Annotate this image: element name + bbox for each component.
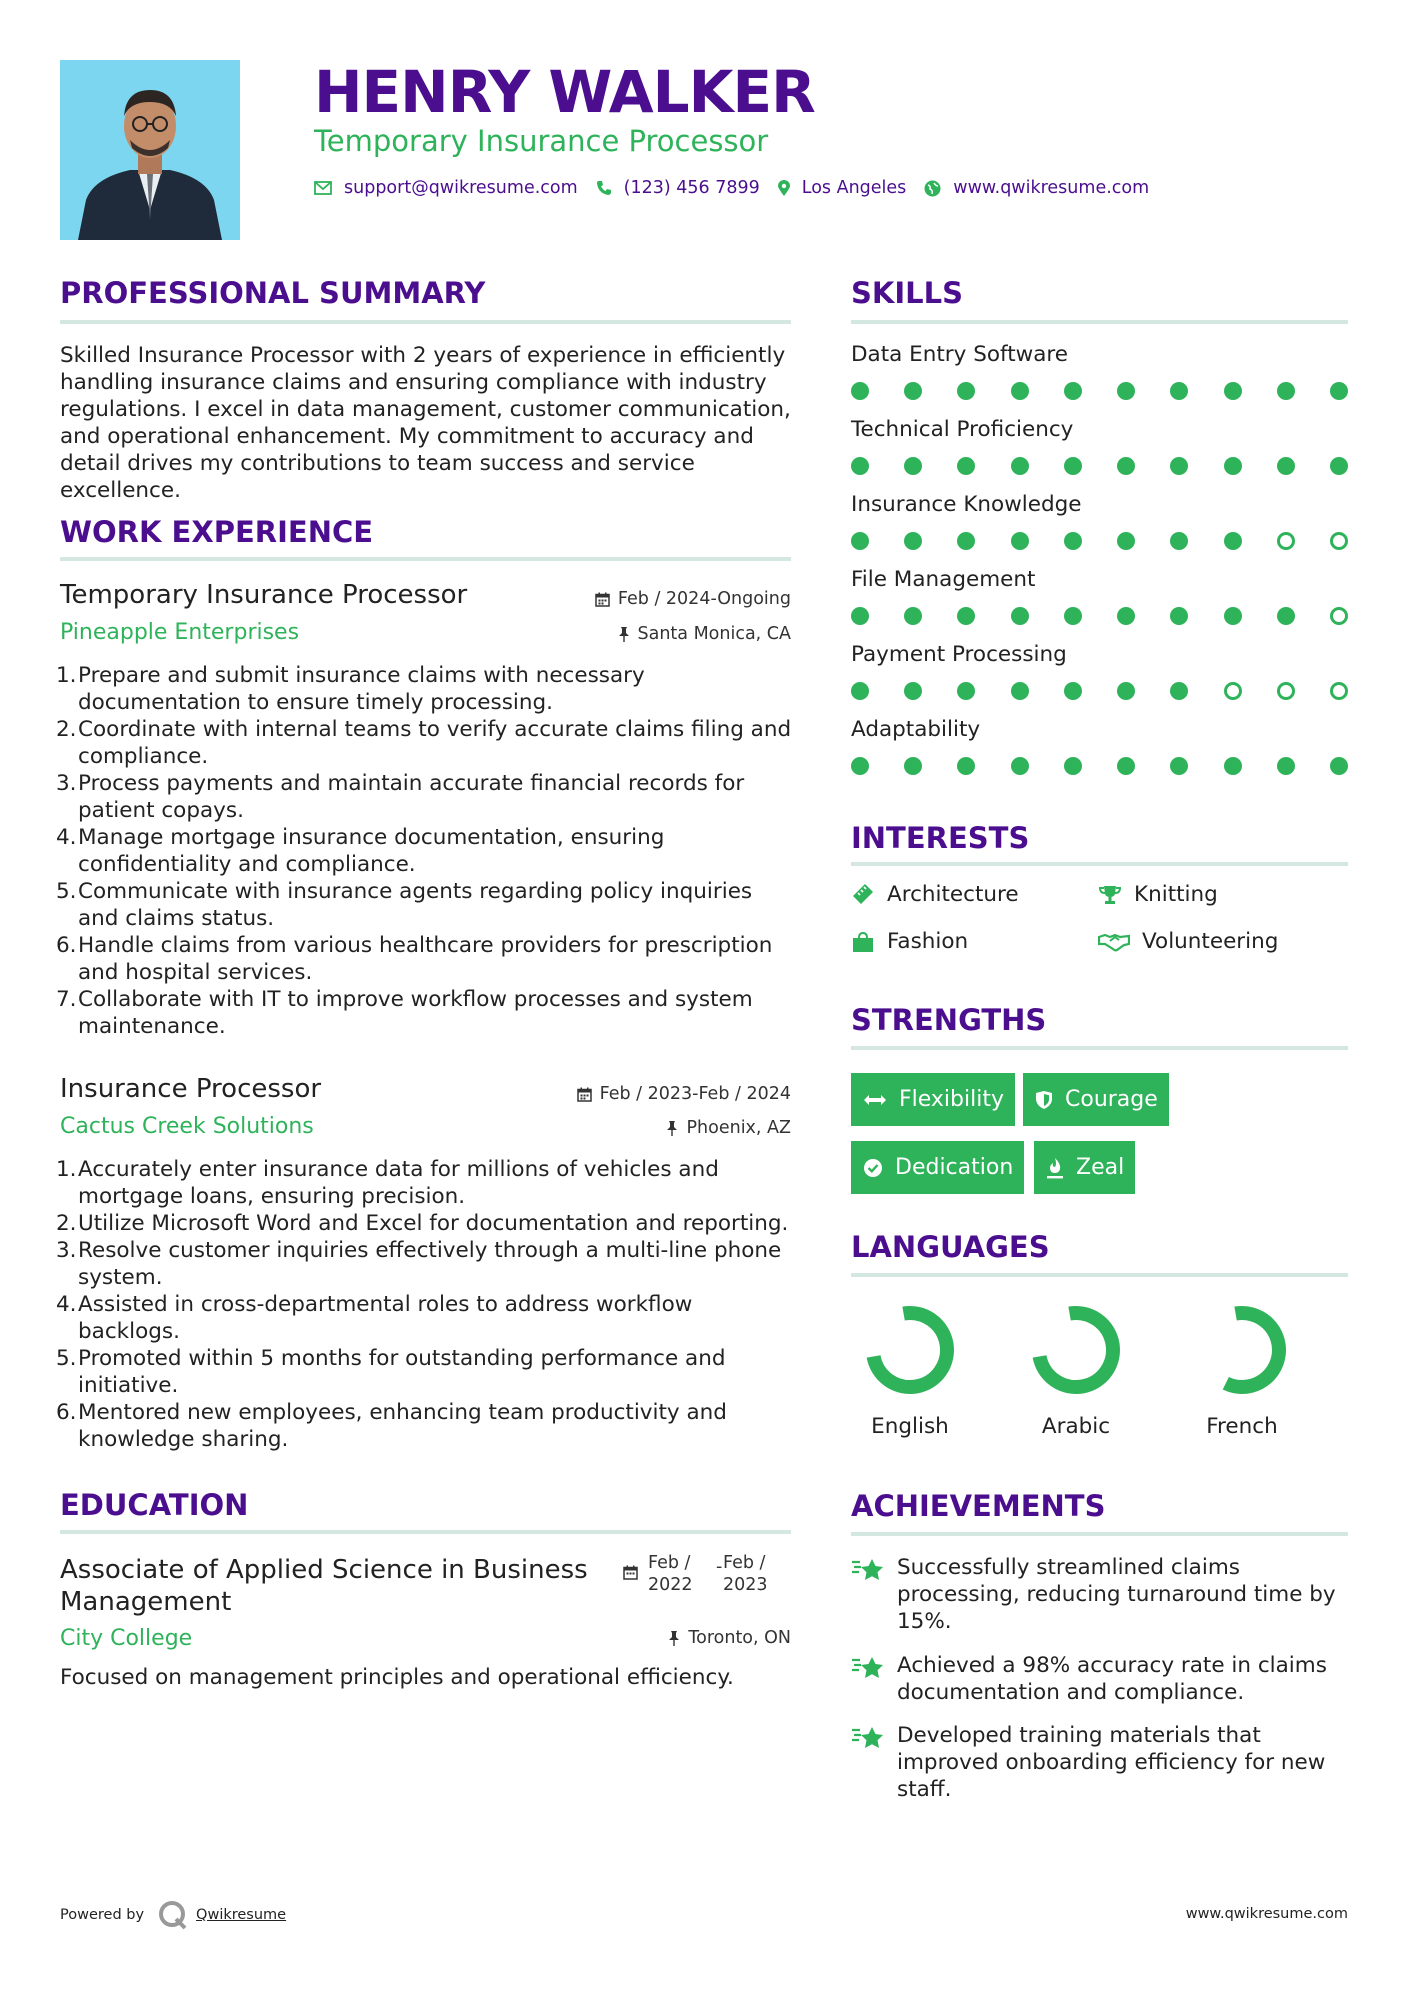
fire-icon	[1046, 1157, 1064, 1179]
education-heading: EDUCATION	[60, 1488, 249, 1522]
language-gauge	[1177, 1300, 1307, 1400]
skill-dot-filled	[1064, 757, 1082, 775]
achievement-item: Successfully streamlined claims processing, reducing turnaround time by 15%.	[851, 1554, 1357, 1635]
contact-phone[interactable]	[596, 178, 760, 198]
skill-label: Adaptability	[851, 717, 981, 742]
skill-dot-filled	[851, 682, 869, 700]
job-2-date	[480, 1084, 791, 1104]
skill-dot-filled	[957, 607, 975, 625]
qwikresume-logo-icon	[158, 1900, 188, 1930]
ruler-icon	[851, 884, 875, 906]
envelope-icon	[314, 181, 332, 195]
language-label: Arabic	[1041, 1414, 1111, 1439]
candidate-title: Temporary Insurance Processor	[314, 124, 769, 158]
skill-label: Data Entry Software	[851, 342, 1068, 367]
skill-dot-filled	[1011, 757, 1029, 775]
skill-dot-filled	[851, 607, 869, 625]
pushpin-icon	[618, 626, 630, 642]
footer-powered-by: Powered by Qwikresume	[60, 1900, 286, 1930]
list-item: 5. Communicate with insurance agents regarding policy inquiries and claims status.	[56, 879, 753, 931]
skill-dot-filled	[1170, 457, 1188, 475]
job-2-title: Insurance Processor	[60, 1074, 322, 1104]
list-item: 1. Accurately enter insurance data for millions of vehicles and mortgage loans, ensuring precision.	[56, 1157, 719, 1209]
list-item: 2. Coordinate with internal teams to verify accurate claims filing and compliance.	[56, 717, 792, 769]
interest-architecture: Architecture	[851, 882, 1019, 907]
job-2-location-text: Phoenix, AZ	[686, 1118, 791, 1138]
list-item: 3. Resolve customer inquiries effectively through a multi-line phone system.	[56, 1238, 782, 1290]
star-award-icon	[851, 1556, 885, 1584]
skill-label: Insurance Knowledge	[851, 492, 1082, 517]
contact-website[interactable]	[924, 178, 1149, 198]
skill-dot-filled	[1330, 382, 1348, 400]
calendar-icon	[595, 592, 610, 607]
experience-divider	[60, 557, 791, 561]
skill-dot-empty	[1330, 682, 1348, 700]
skill-dot-filled	[1277, 457, 1295, 475]
skill-dot-filled	[1117, 382, 1135, 400]
skill-dot-filled	[1170, 532, 1188, 550]
skill-dot-filled	[851, 457, 869, 475]
person-portrait-icon	[60, 60, 240, 240]
email-text: support@qwikresume.com	[344, 178, 578, 198]
contact-bar	[314, 178, 1167, 198]
calendar-icon	[577, 1087, 592, 1102]
achievements-divider	[851, 1532, 1348, 1536]
education-divider	[60, 1530, 791, 1534]
skill-dot-filled	[1117, 682, 1135, 700]
skill-dot-filled	[957, 382, 975, 400]
trophy-icon	[1098, 884, 1122, 906]
skill-dot-filled	[957, 457, 975, 475]
language-level-arc	[1226, 1313, 1279, 1387]
summary-text: Skilled Insurance Processor with 2 years of experience in efficiently handling insurance claims and ensuring compliance with industry regulations. I excel in data management, customer communication, and operational enhancement. My commitment to accuracy and detail drives my contributions to team success and service excellence.	[60, 343, 791, 503]
skill-dot-filled	[1224, 532, 1242, 550]
skill-rating	[851, 456, 1348, 476]
pushpin-icon	[666, 1120, 678, 1136]
footer-brand-link[interactable]: Qwikresume	[196, 1907, 287, 1923]
achievements-heading: ACHIEVEMENTS	[851, 1489, 1106, 1523]
skill-rating	[851, 681, 1348, 701]
contact-location	[778, 178, 907, 198]
job-2-company: Cactus Creek Solutions	[60, 1114, 314, 1139]
candidate-name: HENRY WALKER	[314, 58, 815, 126]
handshake-icon	[1098, 931, 1130, 953]
skill-dot-filled	[904, 382, 922, 400]
skill-dot-empty	[1330, 532, 1348, 550]
arrows-horizontal-icon	[863, 1093, 887, 1107]
language-level-arc	[1040, 1313, 1113, 1387]
job-2-location	[500, 1118, 791, 1138]
skill-dot-filled	[1170, 682, 1188, 700]
interests-divider	[851, 862, 1348, 866]
skill-label: Technical Proficiency	[851, 417, 1074, 442]
phone-icon	[596, 180, 612, 196]
interest-volunteering: Volunteering	[1098, 929, 1278, 954]
skill-dot-filled	[904, 607, 922, 625]
skill-dot-filled	[1064, 457, 1082, 475]
skill-rating	[851, 606, 1348, 626]
check-circle-icon	[863, 1158, 883, 1178]
strength-zeal: Zeal	[1034, 1141, 1135, 1194]
website-text: www.qwikresume.com	[953, 178, 1150, 198]
skill-dot-filled	[1330, 757, 1348, 775]
skill-rating	[851, 381, 1348, 401]
skill-dot-filled	[1011, 607, 1029, 625]
achievement-item: Achieved a 98% accuracy rate in claims documentation and compliance.	[851, 1652, 1357, 1706]
skill-dot-filled	[957, 532, 975, 550]
achievement-item: Developed training materials that improved onboarding efficiency for new staff.	[851, 1722, 1357, 1803]
skill-dot-filled	[1224, 382, 1242, 400]
skill-dot-filled	[1011, 457, 1029, 475]
skill-dot-filled	[1064, 682, 1082, 700]
skill-label: Payment Processing	[851, 642, 1067, 667]
skill-dot-filled	[851, 382, 869, 400]
skill-dot-filled	[1011, 382, 1029, 400]
job-2-duties	[56, 1156, 795, 1453]
skill-dot-empty	[1330, 607, 1348, 625]
skill-dot-filled	[1170, 757, 1188, 775]
skill-dot-filled	[1064, 382, 1082, 400]
interest-knitting: Knitting	[1098, 882, 1218, 907]
globe-icon	[924, 180, 941, 197]
list-item: 1. Prepare and submit insurance claims with necessary documentation to ensure timely processing.	[56, 663, 645, 715]
shield-icon	[1035, 1090, 1053, 1110]
skill-dot-filled	[1011, 682, 1029, 700]
skill-dot-filled	[1117, 757, 1135, 775]
list-item: 6. Handle claims from various healthcare providers for prescription and hospital services.	[56, 933, 773, 985]
interest-fashion: Fashion	[851, 929, 968, 954]
job-1-date-text: Feb / 2024-Ongoing	[617, 589, 791, 609]
profile-photo	[60, 60, 240, 240]
skill-rating	[851, 756, 1348, 776]
skill-dot-filled	[957, 682, 975, 700]
skill-dot-filled	[1277, 382, 1295, 400]
language-label: French	[1206, 1414, 1278, 1439]
skill-dot-empty	[1277, 532, 1295, 550]
skill-dot-filled	[1064, 607, 1082, 625]
skill-dot-filled	[1277, 607, 1295, 625]
skill-dot-filled	[1117, 532, 1135, 550]
strength-flexibility: Flexibility	[851, 1073, 1015, 1126]
education-degree: Associate of Applied Science in Business Management	[60, 1555, 588, 1617]
shopping-bag-icon	[851, 931, 875, 953]
contact-email[interactable]	[314, 178, 578, 198]
education-date-start: Feb / 2022	[648, 1553, 693, 1595]
summary-divider	[60, 320, 791, 324]
footer-website[interactable]: www.qwikresume.com	[1185, 1906, 1348, 1922]
list-item: 7. Collaborate with IT to improve workflow processes and system maintenance.	[56, 987, 753, 1039]
job-1-date	[500, 589, 791, 609]
location-text: Los Angeles	[801, 178, 907, 198]
education-school: City College	[60, 1626, 193, 1651]
skill-dot-filled	[1224, 457, 1242, 475]
skill-dot-filled	[851, 532, 869, 550]
star-award-icon	[851, 1654, 885, 1682]
list-item: 4. Assisted in cross-departmental roles to address workflow backlogs.	[56, 1292, 693, 1344]
strength-dedication: Dedication	[851, 1141, 1024, 1194]
skills-heading: SKILLS	[851, 276, 963, 310]
skill-dot-filled	[1330, 457, 1348, 475]
list-item: 2. Utilize Microsoft Word and Excel for documentation and reporting.	[56, 1211, 789, 1236]
strengths-divider	[851, 1046, 1348, 1050]
summary-heading: PROFESSIONAL SUMMARY	[60, 276, 486, 310]
strengths-heading: STRENGTHS	[851, 1003, 1047, 1037]
skill-dot-filled	[1064, 532, 1082, 550]
skill-dot-filled	[1224, 757, 1242, 775]
job-2-date-text: Feb / 2023-Feb / 2024	[599, 1084, 791, 1104]
strength-courage: Courage	[1023, 1073, 1169, 1126]
map-pin-icon	[778, 180, 790, 197]
skill-dot-filled	[904, 757, 922, 775]
skill-dot-filled	[904, 457, 922, 475]
interests-heading: INTERESTS	[851, 821, 1030, 855]
skills-divider	[851, 320, 1348, 324]
language-gauge	[1011, 1300, 1141, 1400]
pushpin-icon	[668, 1630, 680, 1646]
language-level-arc	[874, 1313, 947, 1387]
job-1-duties	[56, 662, 795, 1040]
job-1-title: Temporary Insurance Processor	[60, 580, 468, 610]
list-item: 6. Mentored new employees, enhancing team productivity and knowledge sharing.	[56, 1400, 727, 1452]
calendar-icon	[623, 1565, 638, 1580]
education-date-dash: -	[716, 1557, 723, 1577]
job-1-company: Pineapple Enterprises	[60, 620, 300, 645]
language-gauge	[845, 1300, 975, 1400]
skill-dot-filled	[1011, 532, 1029, 550]
education-location-text: Toronto, ON	[688, 1628, 791, 1648]
skill-dot-filled	[1224, 607, 1242, 625]
phone-text: (123) 456 7899	[623, 178, 760, 198]
skill-dot-filled	[1170, 607, 1188, 625]
star-award-icon	[851, 1724, 885, 1752]
education-location	[500, 1628, 791, 1648]
job-1-location-text: Santa Monica, CA	[637, 624, 791, 644]
experience-heading: WORK EXPERIENCE	[60, 515, 374, 549]
language-label: English	[871, 1414, 949, 1439]
skill-dot-filled	[904, 532, 922, 550]
skill-dot-filled	[957, 757, 975, 775]
skill-dot-filled	[1117, 607, 1135, 625]
education-description: Focused on management principles and operational efficiency.	[60, 1665, 734, 1690]
languages-heading: LANGUAGES	[851, 1230, 1050, 1264]
job-1-location	[500, 624, 791, 644]
skill-rating	[851, 531, 1348, 551]
list-item: 5. Promoted within 5 months for outstanding performance and initiative.	[56, 1346, 726, 1398]
list-item: 3. Process payments and maintain accurate financial records for patient copays.	[56, 771, 745, 823]
skill-label: File Management	[851, 567, 1036, 592]
skill-dot-filled	[1277, 757, 1295, 775]
skill-dot-filled	[1117, 457, 1135, 475]
list-item: 4. Manage mortgage insurance documentation, ensuring confidentiality and compliance.	[56, 825, 665, 877]
skill-dot-empty	[1224, 682, 1242, 700]
skill-dot-filled	[851, 757, 869, 775]
languages-divider	[851, 1273, 1348, 1277]
skill-dot-empty	[1277, 682, 1295, 700]
skill-dot-filled	[1170, 382, 1188, 400]
education-date-end: Feb / 2023	[723, 1553, 768, 1595]
skill-dot-filled	[904, 682, 922, 700]
